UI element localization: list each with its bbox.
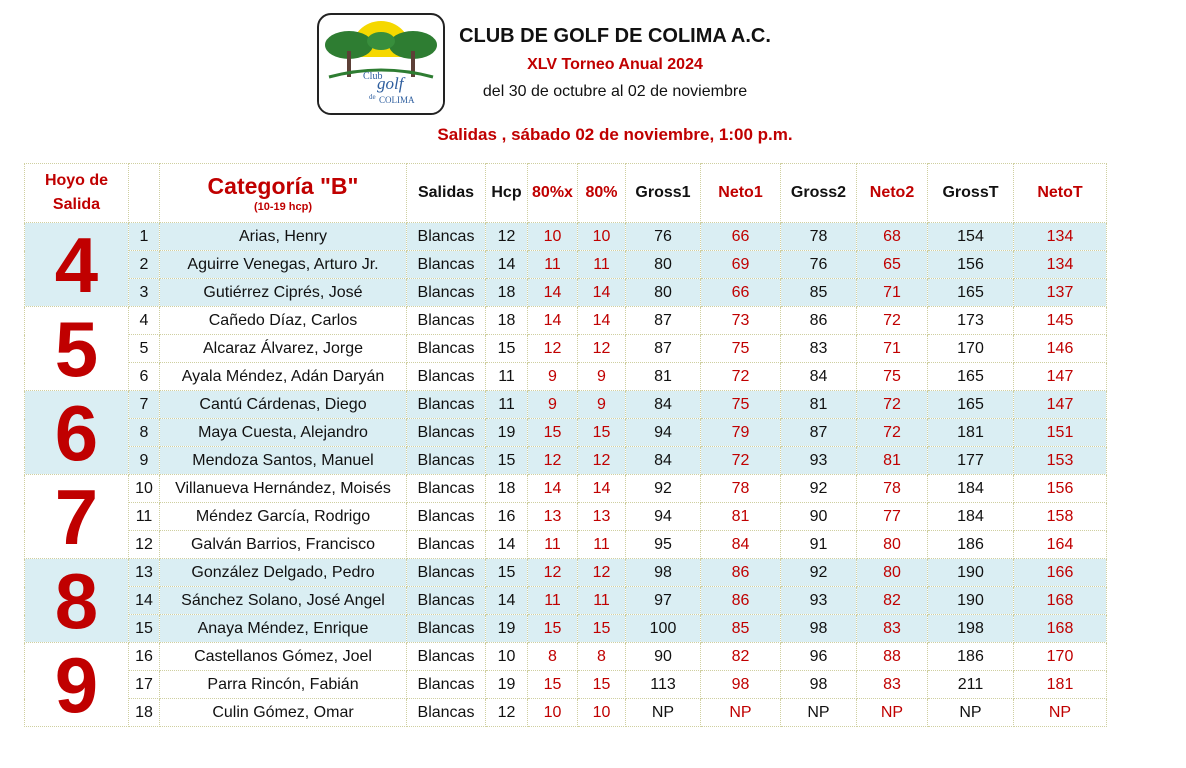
player-netot: 147: [1014, 363, 1107, 391]
player-number: 4: [129, 307, 160, 335]
player-neto2: 80: [857, 559, 928, 587]
player-tee: Blancas: [407, 391, 486, 419]
player-tee: Blancas: [407, 643, 486, 671]
player-gross2: 91: [781, 531, 857, 559]
club-title: CLUB DE GOLF DE COLIMA A.C.: [459, 25, 771, 47]
player-80x: 14: [528, 475, 578, 503]
table-row: [25, 559, 1107, 587]
start-hole: 4: [25, 223, 129, 307]
player-name: Alcaraz Álvarez, Jorge: [160, 335, 407, 363]
player-neto1: 78: [701, 475, 781, 503]
player-neto2: 80: [857, 531, 928, 559]
player-neto1: 66: [701, 223, 781, 251]
col-grosst-header: GrossT: [928, 164, 1014, 223]
player-gross2: 86: [781, 307, 857, 335]
col-salidas-header: Salidas: [407, 164, 486, 223]
col-category-header: [160, 164, 407, 223]
col-neto1-header: Neto1: [701, 164, 781, 223]
player-80: 10: [578, 223, 626, 251]
player-80: 14: [578, 475, 626, 503]
player-gross2: 78: [781, 223, 857, 251]
player-netot: 170: [1014, 643, 1107, 671]
player-name: Sánchez Solano, José Angel: [160, 587, 407, 615]
player-gross1: 98: [626, 559, 701, 587]
player-neto2: 75: [857, 363, 928, 391]
player-80x: 11: [528, 587, 578, 615]
player-number: 16: [129, 643, 160, 671]
player-80x: 14: [528, 307, 578, 335]
player-grosst: 186: [928, 531, 1014, 559]
table-row: [25, 363, 1107, 391]
player-gross1: 84: [626, 391, 701, 419]
player-grosst: 156: [928, 251, 1014, 279]
player-80x: 9: [528, 363, 578, 391]
player-neto1: 75: [701, 335, 781, 363]
logo-text-club: Club: [363, 71, 383, 82]
col-hcp-header: Hcp: [486, 164, 528, 223]
table-row: [25, 335, 1107, 363]
table-row: [25, 475, 1107, 503]
player-grosst: 211: [928, 671, 1014, 699]
table-row: [25, 447, 1107, 475]
player-grosst: 165: [928, 363, 1014, 391]
player-name: Méndez García, Rodrigo: [160, 503, 407, 531]
player-gross2: 81: [781, 391, 857, 419]
table-row: [25, 699, 1107, 727]
player-80x: 11: [528, 531, 578, 559]
player-80: 9: [578, 391, 626, 419]
player-neto1: 75: [701, 391, 781, 419]
player-hcp: 11: [486, 391, 528, 419]
player-grosst: 170: [928, 335, 1014, 363]
player-80x: 13: [528, 503, 578, 531]
player-name: Maya Cuesta, Alejandro: [160, 419, 407, 447]
tournament-dates: del 30 de octubre al 02 de noviembre: [482, 83, 748, 100]
player-gross1: 94: [626, 419, 701, 447]
player-number: 6: [129, 363, 160, 391]
tournament-title: XLV Torneo Anual 2024: [527, 56, 703, 73]
player-gross2: 92: [781, 475, 857, 503]
table-row: [25, 223, 1107, 251]
player-tee: Blancas: [407, 671, 486, 699]
col-hoyo-header: Hoyo de Salida: [25, 164, 129, 223]
player-name: Arias, Henry: [160, 223, 407, 251]
player-netot: 168: [1014, 587, 1107, 615]
player-neto1: 85: [701, 615, 781, 643]
player-80x: 14: [528, 279, 578, 307]
player-neto2: 88: [857, 643, 928, 671]
player-gross1: 113: [626, 671, 701, 699]
table-row: [25, 671, 1107, 699]
player-neto1: 72: [701, 447, 781, 475]
table-row: [25, 307, 1107, 335]
player-hcp: 12: [486, 699, 528, 727]
player-tee: Blancas: [407, 699, 486, 727]
player-gross2: 76: [781, 251, 857, 279]
player-grosst: 190: [928, 587, 1014, 615]
player-neto2: NP: [857, 699, 928, 727]
player-netot: 147: [1014, 391, 1107, 419]
table-row: [25, 391, 1107, 419]
player-neto1: 66: [701, 279, 781, 307]
player-gross2: NP: [781, 699, 857, 727]
player-gross2: 84: [781, 363, 857, 391]
player-tee: Blancas: [407, 419, 486, 447]
player-number: 15: [129, 615, 160, 643]
table-row: [25, 531, 1107, 559]
results-table: [24, 163, 1107, 727]
player-neto2: 82: [857, 587, 928, 615]
player-gross2: 96: [781, 643, 857, 671]
player-hcp: 19: [486, 615, 528, 643]
player-neto1: 72: [701, 363, 781, 391]
player-80: 10: [578, 699, 626, 727]
player-hcp: 11: [486, 363, 528, 391]
player-80x: 9: [528, 391, 578, 419]
player-grosst: 198: [928, 615, 1014, 643]
player-80x: 12: [528, 447, 578, 475]
player-grosst: 154: [928, 223, 1014, 251]
player-name: Galván Barrios, Francisco: [160, 531, 407, 559]
player-name: Parra Rincón, Fabián: [160, 671, 407, 699]
player-80x: 12: [528, 559, 578, 587]
player-grosst: 173: [928, 307, 1014, 335]
player-neto2: 71: [857, 279, 928, 307]
player-80x: 10: [528, 699, 578, 727]
player-hcp: 15: [486, 447, 528, 475]
player-grosst: 177: [928, 447, 1014, 475]
col-gross1-header: Gross1: [626, 164, 701, 223]
player-80x: 15: [528, 671, 578, 699]
player-number: 14: [129, 587, 160, 615]
player-gross2: 90: [781, 503, 857, 531]
player-gross1: 87: [626, 307, 701, 335]
player-name: González Delgado, Pedro: [160, 559, 407, 587]
start-hole: 8: [25, 559, 129, 643]
player-number: 7: [129, 391, 160, 419]
player-neto1: 73: [701, 307, 781, 335]
player-neto1: 84: [701, 531, 781, 559]
player-tee: Blancas: [407, 531, 486, 559]
player-netot: 145: [1014, 307, 1107, 335]
player-grosst: 165: [928, 391, 1014, 419]
player-gross1: 97: [626, 587, 701, 615]
player-netot: NP: [1014, 699, 1107, 727]
player-number: 9: [129, 447, 160, 475]
player-hcp: 14: [486, 251, 528, 279]
club-logo: [317, 13, 445, 115]
player-tee: Blancas: [407, 363, 486, 391]
col-netot-header: NetoT: [1014, 164, 1107, 223]
player-neto1: 86: [701, 587, 781, 615]
table-row: [25, 419, 1107, 447]
player-80: 15: [578, 615, 626, 643]
player-netot: 164: [1014, 531, 1107, 559]
player-80: 14: [578, 279, 626, 307]
player-80: 12: [578, 447, 626, 475]
player-netot: 146: [1014, 335, 1107, 363]
table-row: [25, 251, 1107, 279]
player-gross1: 87: [626, 335, 701, 363]
player-netot: 168: [1014, 615, 1107, 643]
player-80: 12: [578, 559, 626, 587]
player-80x: 15: [528, 615, 578, 643]
player-neto1: 79: [701, 419, 781, 447]
player-gross2: 93: [781, 447, 857, 475]
player-gross1: 92: [626, 475, 701, 503]
player-80: 15: [578, 419, 626, 447]
player-netot: 137: [1014, 279, 1107, 307]
player-80: 14: [578, 307, 626, 335]
player-netot: 158: [1014, 503, 1107, 531]
player-number: 10: [129, 475, 160, 503]
player-name: Anaya Méndez, Enrique: [160, 615, 407, 643]
player-name: Mendoza Santos, Manuel: [160, 447, 407, 475]
player-neto2: 68: [857, 223, 928, 251]
player-hcp: 18: [486, 307, 528, 335]
player-gross2: 93: [781, 587, 857, 615]
player-gross2: 85: [781, 279, 857, 307]
start-hole: 7: [25, 475, 129, 559]
player-gross2: 87: [781, 419, 857, 447]
player-number: 3: [129, 279, 160, 307]
logo-text-golf: golf: [377, 74, 404, 93]
player-number: 11: [129, 503, 160, 531]
player-number: 18: [129, 699, 160, 727]
col-gross2-header: Gross2: [781, 164, 857, 223]
player-hcp: 16: [486, 503, 528, 531]
table-row: [25, 643, 1107, 671]
player-80: 13: [578, 503, 626, 531]
player-name: Aguirre Venegas, Arturo Jr.: [160, 251, 407, 279]
player-neto2: 71: [857, 335, 928, 363]
player-tee: Blancas: [407, 475, 486, 503]
player-grosst: 186: [928, 643, 1014, 671]
player-gross1: 95: [626, 531, 701, 559]
player-netot: 134: [1014, 251, 1107, 279]
player-name: Villanueva Hernández, Moisés: [160, 475, 407, 503]
player-80: 12: [578, 335, 626, 363]
player-hcp: 12: [486, 223, 528, 251]
player-neto2: 83: [857, 671, 928, 699]
player-80: 9: [578, 363, 626, 391]
player-name: Ayala Méndez, Adán Daryán: [160, 363, 407, 391]
player-tee: Blancas: [407, 251, 486, 279]
player-80x: 8: [528, 643, 578, 671]
player-neto2: 77: [857, 503, 928, 531]
player-tee: Blancas: [407, 447, 486, 475]
player-neto2: 81: [857, 447, 928, 475]
start-hole: 5: [25, 307, 129, 391]
player-gross1: 100: [626, 615, 701, 643]
table-row: [25, 279, 1107, 307]
player-80: 15: [578, 671, 626, 699]
player-hcp: 15: [486, 335, 528, 363]
player-hcp: 10: [486, 643, 528, 671]
player-name: Cantú Cárdenas, Diego: [160, 391, 407, 419]
player-neto2: 78: [857, 475, 928, 503]
player-hcp: 18: [486, 475, 528, 503]
player-neto1: 82: [701, 643, 781, 671]
player-neto2: 83: [857, 615, 928, 643]
player-tee: Blancas: [407, 559, 486, 587]
category-title: Categoría "B": [207, 173, 359, 199]
player-netot: 156: [1014, 475, 1107, 503]
player-grosst: 181: [928, 419, 1014, 447]
player-number: 12: [129, 531, 160, 559]
player-tee: Blancas: [407, 503, 486, 531]
player-80x: 15: [528, 419, 578, 447]
player-neto2: 72: [857, 307, 928, 335]
player-name: Cañedo Díaz, Carlos: [160, 307, 407, 335]
player-netot: 134: [1014, 223, 1107, 251]
player-name: Culin Gómez, Omar: [160, 699, 407, 727]
player-gross1: 76: [626, 223, 701, 251]
player-80: 8: [578, 643, 626, 671]
start-hole: 9: [25, 643, 129, 727]
player-neto1: 69: [701, 251, 781, 279]
player-gross2: 98: [781, 615, 857, 643]
player-gross2: 98: [781, 671, 857, 699]
player-tee: Blancas: [407, 335, 486, 363]
table-header-row: [25, 164, 1107, 223]
col-80x-header: 80%x: [528, 164, 578, 223]
player-80x: 10: [528, 223, 578, 251]
player-hcp: 19: [486, 671, 528, 699]
player-netot: 151: [1014, 419, 1107, 447]
player-80x: 12: [528, 335, 578, 363]
player-number: 13: [129, 559, 160, 587]
table-row: [25, 503, 1107, 531]
col-number-header: [129, 164, 160, 223]
player-grosst: 190: [928, 559, 1014, 587]
player-grosst: NP: [928, 699, 1014, 727]
player-number: 5: [129, 335, 160, 363]
player-hcp: 14: [486, 531, 528, 559]
player-number: 2: [129, 251, 160, 279]
player-netot: 181: [1014, 671, 1107, 699]
player-grosst: 184: [928, 503, 1014, 531]
player-neto2: 72: [857, 419, 928, 447]
table-row: [25, 587, 1107, 615]
player-gross1: 81: [626, 363, 701, 391]
logo-text-colima: COLIMA: [379, 95, 415, 105]
start-hole: 6: [25, 391, 129, 475]
player-hcp: 19: [486, 419, 528, 447]
player-grosst: 184: [928, 475, 1014, 503]
player-name: Castellanos Gómez, Joel: [160, 643, 407, 671]
player-gross1: 84: [626, 447, 701, 475]
player-80: 11: [578, 531, 626, 559]
logo-text-de: de: [369, 93, 376, 101]
player-hcp: 14: [486, 587, 528, 615]
player-gross1: 90: [626, 643, 701, 671]
player-gross2: 83: [781, 335, 857, 363]
player-name: Gutiérrez Ciprés, José: [160, 279, 407, 307]
col-neto2-header: Neto2: [857, 164, 928, 223]
player-number: 1: [129, 223, 160, 251]
player-neto1: NP: [701, 699, 781, 727]
player-tee: Blancas: [407, 587, 486, 615]
player-gross2: 92: [781, 559, 857, 587]
player-neto2: 65: [857, 251, 928, 279]
player-gross1: 80: [626, 279, 701, 307]
player-gross1: 94: [626, 503, 701, 531]
player-neto1: 81: [701, 503, 781, 531]
table-row: [25, 615, 1107, 643]
player-80: 11: [578, 251, 626, 279]
player-neto1: 86: [701, 559, 781, 587]
player-tee: Blancas: [407, 307, 486, 335]
player-gross1: NP: [626, 699, 701, 727]
session-title: Salidas , sábado 02 de noviembre, 1:00 p.m.: [437, 125, 793, 144]
player-hcp: 15: [486, 559, 528, 587]
player-hcp: 18: [486, 279, 528, 307]
player-80: 11: [578, 587, 626, 615]
player-netot: 153: [1014, 447, 1107, 475]
player-tee: Blancas: [407, 223, 486, 251]
player-tee: Blancas: [407, 615, 486, 643]
player-80x: 11: [528, 251, 578, 279]
player-tee: Blancas: [407, 279, 486, 307]
player-neto1: 98: [701, 671, 781, 699]
player-neto2: 72: [857, 391, 928, 419]
player-gross1: 80: [626, 251, 701, 279]
player-number: 8: [129, 419, 160, 447]
player-number: 17: [129, 671, 160, 699]
category-subtitle: (10-19 hcp): [253, 201, 313, 213]
player-grosst: 165: [928, 279, 1014, 307]
player-netot: 166: [1014, 559, 1107, 587]
col-80-header: 80%: [578, 164, 626, 223]
